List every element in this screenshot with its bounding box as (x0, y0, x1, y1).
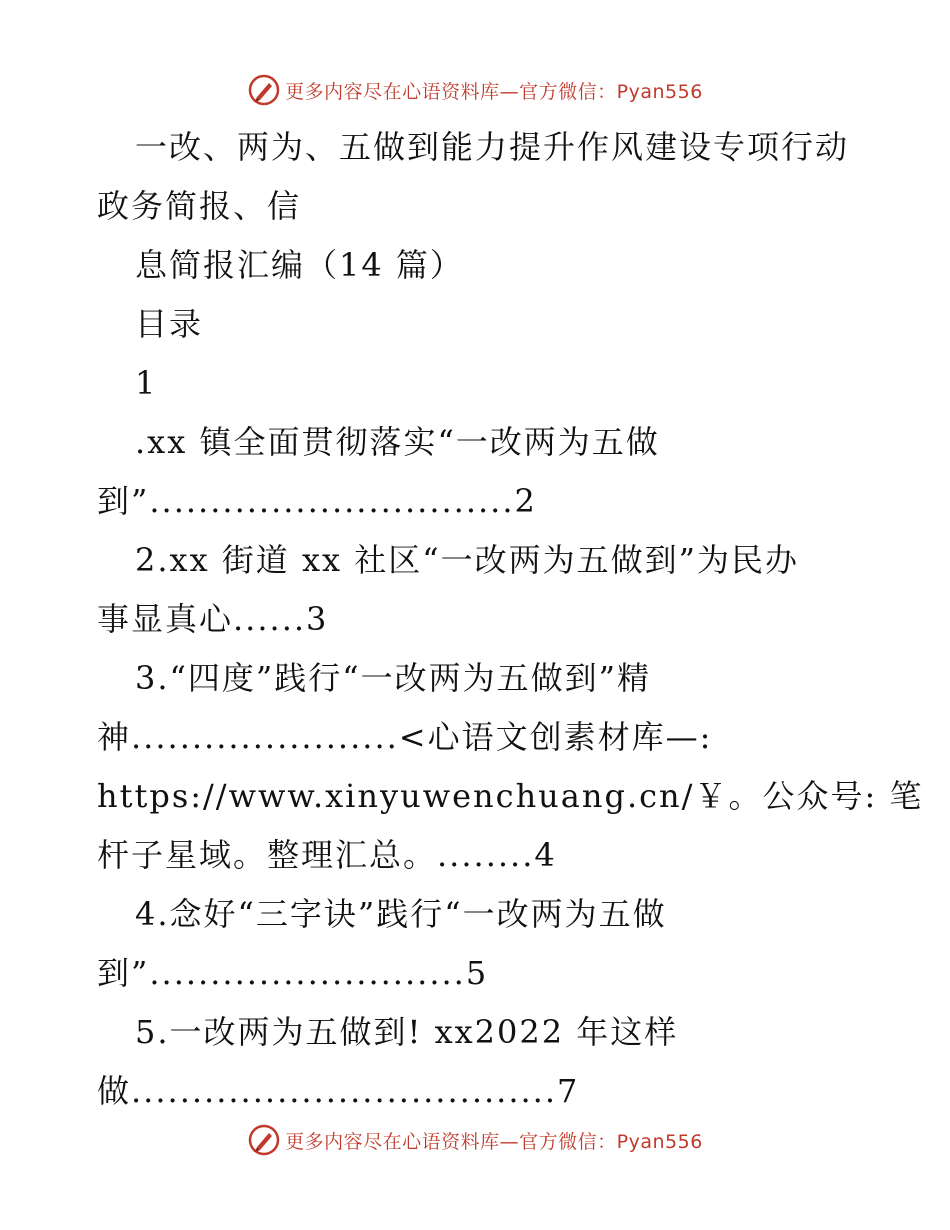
banner-text: 更多内容尽在心语资料库—官方微信：Pyan556 (285, 1130, 703, 1153)
toc-heading: 目录 (135, 305, 204, 343)
doc-title-line-2: 政务简报、信 (97, 187, 302, 225)
toc-item-3-line-3: https://www.xinyuwenchuang.cn/￥。公众号: 笔 (97, 777, 924, 815)
toc-item-2-line-2: 事显真心......3 (97, 600, 329, 638)
toc-item-5-line-2: 做...................................7 (97, 1072, 580, 1110)
toc-item-2-line-1: 2.xx 街道 xx 社区“一改两为五做到”为民办 (135, 541, 799, 579)
header-banner (0, 70, 950, 110)
document-body (97, 118, 924, 1121)
toc-item-1-line-1: .xx 镇全面贯彻落实“一改两为五做 (135, 423, 660, 461)
footer-banner (0, 1120, 950, 1160)
doc-title-line-3: 息简报汇编（14 篇） (135, 246, 464, 284)
pen-logo-icon (247, 1123, 281, 1157)
toc-item-1-line-2: 到”..............................2 (97, 482, 537, 520)
doc-title-line-1: 一改、两为、五做到能力提升作风建设专项行动 (135, 128, 850, 166)
toc-item-3-line-4: 杆子星域。整理汇总。........4 (97, 836, 557, 874)
toc-number: 1 (135, 364, 158, 402)
toc-item-5-line-1: 5.一改两为五做到! xx2022 年这样 (135, 1013, 679, 1051)
toc-item-4-line-2: 到”..........................5 (97, 954, 489, 992)
pen-logo-icon (247, 73, 281, 107)
toc-item-3-line-1: 3.“四度”践行“一改两为五做到”精 (135, 659, 651, 697)
toc-item-4-line-1: 4.念好“三字诀”践行“一改两为五做 (135, 895, 667, 933)
toc-item-3-line-2: 神......................<心语文创素材库—: (97, 718, 713, 756)
banner-text: 更多内容尽在心语资料库—官方微信：Pyan556 (285, 80, 703, 103)
